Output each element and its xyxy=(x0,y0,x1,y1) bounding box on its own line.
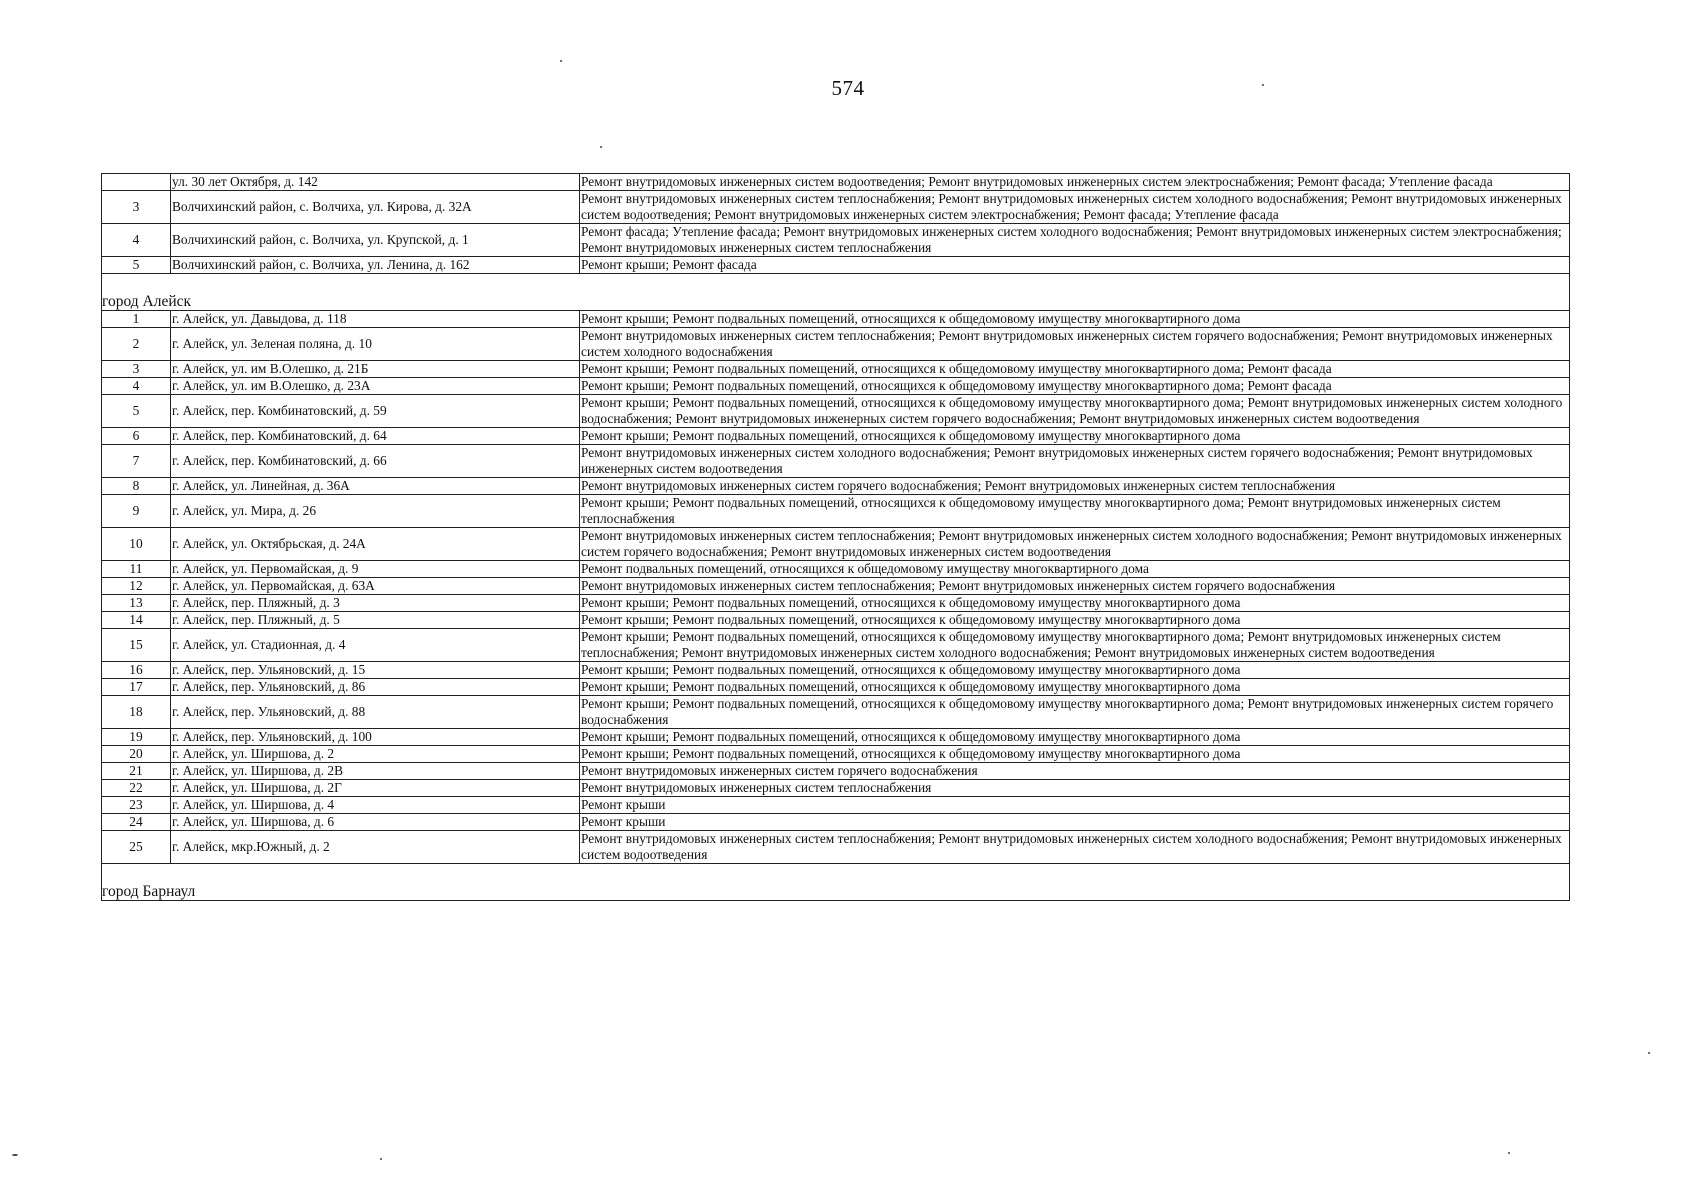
table-row xyxy=(102,257,1570,274)
table-row xyxy=(102,797,1570,814)
row-address: г. Алейск, пер. Комбинатовский, д. 64 xyxy=(171,428,580,445)
row-number: 6 xyxy=(102,428,171,445)
scan-speck xyxy=(12,1154,18,1156)
row-works: Ремонт внутридомовых инженерных систем теплоснабжения; Ремонт внутридомовых инженерных систем горячего водоснабжения; Ремонт внутридомовых инженерных систем холодного водоснабжения xyxy=(580,328,1570,361)
row-number: 4 xyxy=(102,224,171,257)
row-works: Ремонт крыши; Ремонт подвальных помещений, относящихся к общедомовому имуществу многоквартирного дома xyxy=(580,311,1570,328)
row-address: г. Алейск, ул. Первомайская, д. 63А xyxy=(171,578,580,595)
row-number: 19 xyxy=(102,729,171,746)
table-row xyxy=(102,746,1570,763)
row-address: г. Алейск, ул. Октябрьская, д. 24А xyxy=(171,528,580,561)
section-heading-barnaul: город Барнаул xyxy=(102,864,1570,901)
table-row xyxy=(102,729,1570,746)
row-address: г. Алейск, ул. Стадионная, д. 4 xyxy=(171,629,580,662)
row-address: г. Алейск, ул. Ширшова, д. 2В xyxy=(171,763,580,780)
row-works: Ремонт крыши; Ремонт подвальных помещений, относящихся к общедомовому имуществу многоквартирного дома xyxy=(580,729,1570,746)
row-works: Ремонт внутридомовых инженерных систем теплоснабжения; Ремонт внутридомовых инженерных систем горячего водоснабжения xyxy=(580,578,1570,595)
section-row-aleysk xyxy=(102,274,1570,311)
table-row xyxy=(102,478,1570,495)
table-row xyxy=(102,378,1570,395)
row-address: Волчихинский район, с. Волчиха, ул. Крупской, д. 1 xyxy=(171,224,580,257)
row-address: г. Алейск, ул. Ширшова, д. 2Г xyxy=(171,780,580,797)
row-address: г. Алейск, пер. Комбинатовский, д. 59 xyxy=(171,395,580,428)
row-address: г. Алейск, ул. Линейная, д. 36А xyxy=(171,478,580,495)
row-address: г. Алейск, пер. Ульяновский, д. 15 xyxy=(171,662,580,679)
table-row xyxy=(102,224,1570,257)
row-number: 23 xyxy=(102,797,171,814)
table-row xyxy=(102,428,1570,445)
row-works: Ремонт крыши; Ремонт подвальных помещений, относящихся к общедомовому имуществу многоквартирного дома; Ремонт внутридомовых инженерных систем холодного водоснабжения; Ремонт внутридомовых инженерных систем горячего водоснабжения; Ремонт внутридомовых инженерных систем водоотведения xyxy=(580,395,1570,428)
row-works: Ремонт внутридомовых инженерных систем горячего водоснабжения xyxy=(580,763,1570,780)
row-works: Ремонт внутридомовых инженерных систем водоотведения; Ремонт внутридомовых инженерных систем электроснабжения; Ремонт фасада; Утепление фасада xyxy=(580,174,1570,191)
table-row xyxy=(102,612,1570,629)
row-works: Ремонт внутридомовых инженерных систем теплоснабжения xyxy=(580,780,1570,797)
row-address: г. Алейск, пер. Пляжный, д. 5 xyxy=(171,612,580,629)
row-number: 22 xyxy=(102,780,171,797)
aleysk-rows xyxy=(102,311,1570,864)
row-works: Ремонт крыши; Ремонт подвальных помещений, относящихся к общедомовому имуществу многоквартирного дома; Ремонт фасада xyxy=(580,361,1570,378)
row-number: 11 xyxy=(102,561,171,578)
row-number: 16 xyxy=(102,662,171,679)
row-address: г. Алейск, мкр.Южный, д. 2 xyxy=(171,831,580,864)
scan-speck xyxy=(600,146,602,148)
row-address: г. Алейск, пер. Ульяновский, д. 86 xyxy=(171,679,580,696)
row-works: Ремонт фасада; Утепление фасада; Ремонт внутридомовых инженерных систем холодного водоснабжения; Ремонт внутридомовых инженерных систем электроснабжения; Ремонт внутридомовых инженерных систем теплоснабжения xyxy=(580,224,1570,257)
row-works: Ремонт крыши; Ремонт подвальных помещений, относящихся к общедомовому имуществу многоквартирного дома xyxy=(580,612,1570,629)
row-number: 10 xyxy=(102,528,171,561)
row-address: г. Алейск, ул. Первомайская, д. 9 xyxy=(171,561,580,578)
row-address: г. Алейск, ул. Мира, д. 26 xyxy=(171,495,580,528)
table-row xyxy=(102,763,1570,780)
row-works: Ремонт внутридомовых инженерных систем горячего водоснабжения; Ремонт внутридомовых инженерных систем теплоснабжения xyxy=(580,478,1570,495)
row-number: 13 xyxy=(102,595,171,612)
row-number: 18 xyxy=(102,696,171,729)
table-row xyxy=(102,311,1570,328)
table-row xyxy=(102,595,1570,612)
row-number: 5 xyxy=(102,395,171,428)
scan-speck xyxy=(1648,1052,1650,1054)
row-works: Ремонт крыши; Ремонт фасада xyxy=(580,257,1570,274)
row-address: г. Алейск, пер. Комбинатовский, д. 66 xyxy=(171,445,580,478)
row-works: Ремонт крыши; Ремонт подвальных помещений, относящихся к общедомовому имуществу многоквартирного дома xyxy=(580,746,1570,763)
row-works: Ремонт крыши; Ремонт подвальных помещений, относящихся к общедомовому имуществу многоквартирного дома xyxy=(580,595,1570,612)
table-row xyxy=(102,395,1570,428)
table-row xyxy=(102,679,1570,696)
row-works: Ремонт крыши xyxy=(580,797,1570,814)
row-address: г. Алейск, ул. Ширшова, д. 2 xyxy=(171,746,580,763)
row-works: Ремонт крыши; Ремонт подвальных помещений, относящихся к общедомовому имуществу многоквартирного дома; Ремонт фасада xyxy=(580,378,1570,395)
row-works: Ремонт внутридомовых инженерных систем теплоснабжения; Ремонт внутридомовых инженерных систем холодного водоснабжения; Ремонт внутридомовых инженерных систем водоотведения; Ремонт внутридомовых инженерных систем электроснабжения; Ремонт фасада; Утепление фасада xyxy=(580,191,1570,224)
row-number: 1 xyxy=(102,311,171,328)
row-number: 20 xyxy=(102,746,171,763)
table-row xyxy=(102,831,1570,864)
row-address: г. Алейск, пер. Ульяновский, д. 100 xyxy=(171,729,580,746)
row-address: Волчихинский район, с. Волчиха, ул. Ленина, д. 162 xyxy=(171,257,580,274)
table-row xyxy=(102,361,1570,378)
works-table xyxy=(101,173,1570,901)
row-works: Ремонт крыши; Ремонт подвальных помещений, относящихся к общедомовому имуществу многоквартирного дома; Ремонт внутридомовых инженерных систем горячего водоснабжения xyxy=(580,696,1570,729)
row-works: Ремонт крыши xyxy=(580,814,1570,831)
row-address: г. Алейск, пер. Пляжный, д. 3 xyxy=(171,595,580,612)
row-number: 15 xyxy=(102,629,171,662)
row-address: ул. 30 лет Октября, д. 142 xyxy=(171,174,580,191)
row-number: 24 xyxy=(102,814,171,831)
row-works: Ремонт внутридомовых инженерных систем теплоснабжения; Ремонт внутридомовых инженерных систем холодного водоснабжения; Ремонт внутридомовых инженерных систем горячего водоснабжения; Ремонт внутридомовых инженерных систем водоотведения xyxy=(580,528,1570,561)
row-number: 14 xyxy=(102,612,171,629)
row-number: 5 xyxy=(102,257,171,274)
row-works: Ремонт крыши; Ремонт подвальных помещений, относящихся к общедомовому имуществу многоквартирного дома xyxy=(580,679,1570,696)
row-address: г. Алейск, ул. Ширшова, д. 4 xyxy=(171,797,580,814)
row-number: 2 xyxy=(102,328,171,361)
row-number: 17 xyxy=(102,679,171,696)
page-number: 574 xyxy=(831,76,865,100)
row-number: 4 xyxy=(102,378,171,395)
row-works: Ремонт внутридомовых инженерных систем холодного водоснабжения; Ремонт внутридомовых инженерных систем горячего водоснабжения; Ремонт внутридомовых инженерных систем водоотведения xyxy=(580,445,1570,478)
scan-speck xyxy=(380,1158,382,1160)
row-address: г. Алейск, пер. Ульяновский, д. 88 xyxy=(171,696,580,729)
table-row xyxy=(102,445,1570,478)
row-works: Ремонт крыши; Ремонт подвальных помещений, относящихся к общедомовому имуществу многоквартирного дома xyxy=(580,428,1570,445)
scan-speck xyxy=(1262,84,1264,86)
table-row xyxy=(102,495,1570,528)
section-heading-aleysk: город Алейск xyxy=(102,274,1570,311)
row-number: 7 xyxy=(102,445,171,478)
table-row xyxy=(102,578,1570,595)
table-row xyxy=(102,174,1570,191)
row-address: г. Алейск, ул. Ширшова, д. 6 xyxy=(171,814,580,831)
row-number: 21 xyxy=(102,763,171,780)
table-row xyxy=(102,780,1570,797)
row-works: Ремонт крыши; Ремонт подвальных помещений, относящихся к общедомовому имуществу многоквартирного дома xyxy=(580,662,1570,679)
row-address: г. Алейск, ул. Зеленая поляна, д. 10 xyxy=(171,328,580,361)
row-address: г. Алейск, ул. им В.Олешко, д. 21Б xyxy=(171,361,580,378)
table-row xyxy=(102,561,1570,578)
row-address: Волчихинский район, с. Волчиха, ул. Кирова, д. 32А xyxy=(171,191,580,224)
row-number: 9 xyxy=(102,495,171,528)
row-number: 3 xyxy=(102,361,171,378)
row-number: 25 xyxy=(102,831,171,864)
row-works: Ремонт крыши; Ремонт подвальных помещений, относящихся к общедомовому имуществу многоквартирного дома; Ремонт внутридомовых инженерных систем теплоснабжения xyxy=(580,495,1570,528)
document-table-wrapper xyxy=(101,173,1569,901)
row-number: 3 xyxy=(102,191,171,224)
table-row xyxy=(102,191,1570,224)
row-works: Ремонт подвальных помещений, относящихся к общедомовому имуществу многоквартирного дома xyxy=(580,561,1570,578)
scan-speck xyxy=(1508,1152,1510,1154)
table-row xyxy=(102,814,1570,831)
table-row xyxy=(102,528,1570,561)
row-number: 8 xyxy=(102,478,171,495)
scan-speck xyxy=(560,60,562,62)
table-row xyxy=(102,629,1570,662)
table-row xyxy=(102,662,1570,679)
row-number xyxy=(102,174,171,191)
row-number: 12 xyxy=(102,578,171,595)
table-row xyxy=(102,696,1570,729)
row-works: Ремонт внутридомовых инженерных систем теплоснабжения; Ремонт внутридомовых инженерных систем холодного водоснабжения; Ремонт внутридомовых инженерных систем водоотведения xyxy=(580,831,1570,864)
row-address: г. Алейск, ул. Давыдова, д. 118 xyxy=(171,311,580,328)
table-row xyxy=(102,328,1570,361)
row-address: г. Алейск, ул. им В.Олешко, д. 23А xyxy=(171,378,580,395)
row-works: Ремонт крыши; Ремонт подвальных помещений, относящихся к общедомовому имуществу многоквартирного дома; Ремонт внутридомовых инженерных систем теплоснабжения; Ремонт внутридомовых инженерных систем холодного водоснабжения; Ремонт внутридомовых инженерных систем водоотведения xyxy=(580,629,1570,662)
section-row-barnaul xyxy=(102,864,1570,901)
